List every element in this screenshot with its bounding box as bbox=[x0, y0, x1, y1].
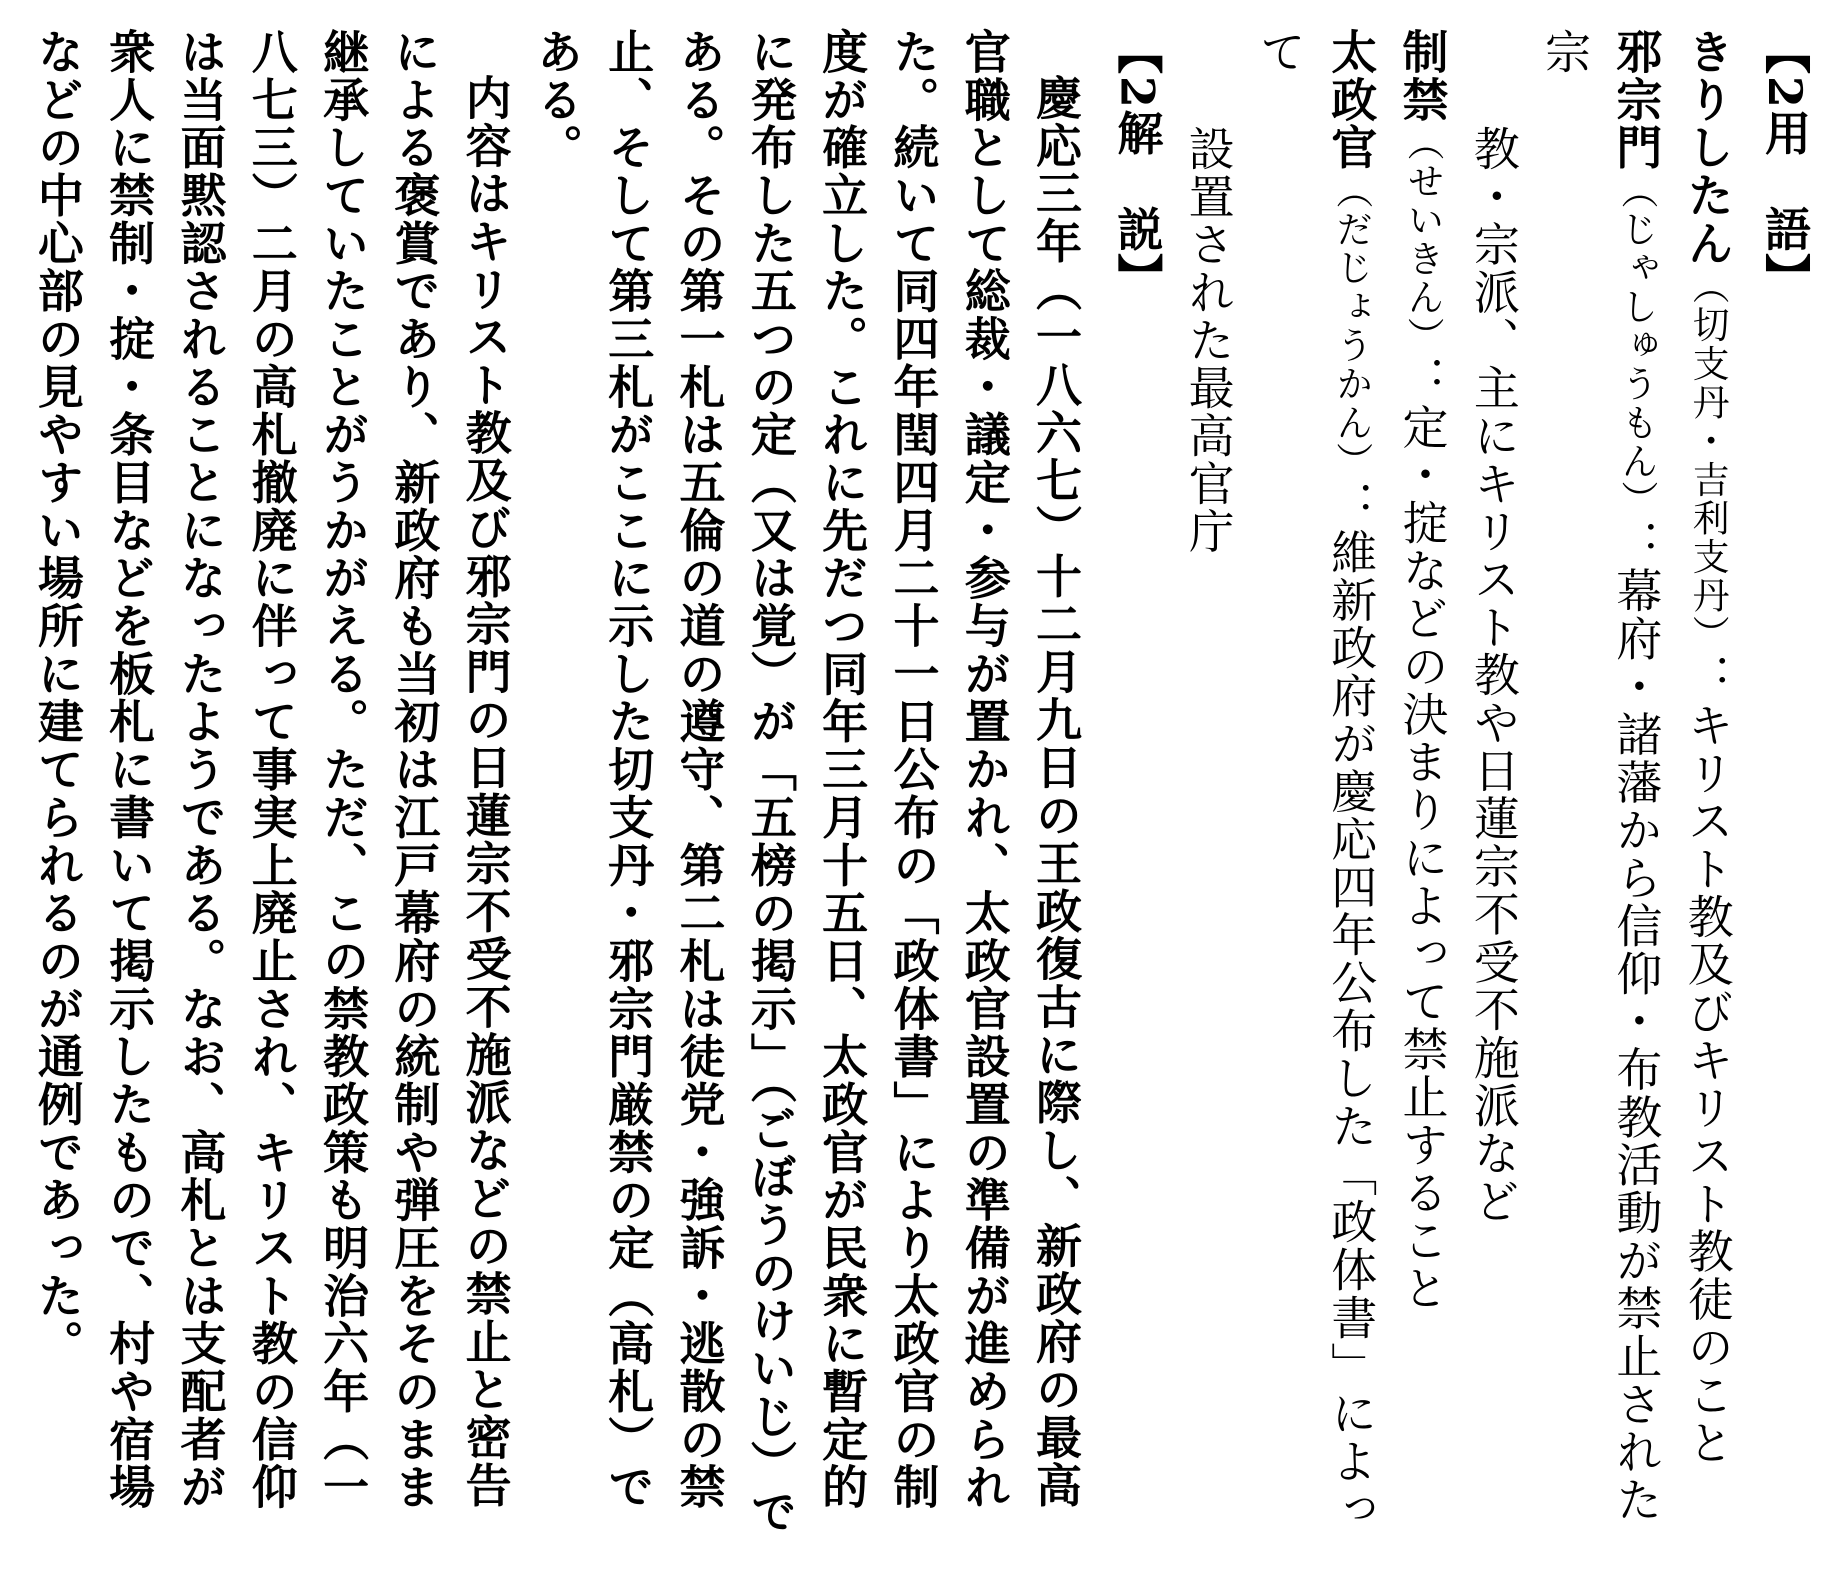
glossary-term: 邪宗門 bbox=[1609, 28, 1664, 172]
glossary-reading: （だじょうかん） bbox=[1330, 171, 1374, 481]
commentary-heading bbox=[1101, 28, 1172, 1538]
glossary-entry bbox=[1671, 28, 1742, 1538]
glossary-continuation: 設置された最高官庁 bbox=[1181, 124, 1236, 556]
glossary-heading-text: 2用 語 bbox=[1758, 75, 1812, 254]
glossary-definition: ：キリスト教及びキリスト教徒のこと bbox=[1680, 653, 1735, 1467]
glossary-term-line bbox=[1671, 28, 1742, 1538]
glossary-reading: （切支丹・吉利支丹） bbox=[1686, 267, 1730, 654]
glossary-term-line bbox=[1529, 28, 1672, 1538]
glossary-entry bbox=[1458, 28, 1672, 1538]
document-page bbox=[20, 28, 1820, 1538]
glossary-term: 制禁 bbox=[1395, 28, 1450, 124]
heading-bracket-close: 】 bbox=[1110, 253, 1165, 302]
commentary-paragraph: 内容はキリスト教及び邪宗門の日蓮宗不受不施派などの禁止と密告による褒賞であり、新政府も当初は江戸幕府の統制や弾圧をそのまま継承していたことがうかがえる。ただ、この禁教政策も明治六年（一八七三）二月の高札撤廃に伴って事実上廃止され、キリスト教の信仰は当面黙認されることになったようである。なお、高札とは支配者が衆人に禁制・掟・条目などを板札に書いて掲示したもので、村や宿場などの中心部の見やすい場所に建てられるのが通例であった。 bbox=[30, 28, 513, 1512]
glossary-reading: （じゃしゅうもん） bbox=[1615, 171, 1659, 520]
glossary-heading bbox=[1749, 28, 1820, 1538]
heading-bracket-open: 【 bbox=[1758, 28, 1812, 76]
glossary-definition: ：定・掟などの決まりによって禁止すること bbox=[1395, 355, 1450, 1313]
glossary-term-line bbox=[1386, 28, 1457, 1538]
commentary-heading-text: 2解 説 bbox=[1110, 75, 1165, 254]
glossary-term-line bbox=[1244, 28, 1387, 1538]
glossary-reading: （せいきん） bbox=[1401, 123, 1445, 356]
commentary-paragraph: 慶応三年（一八六七）十二月九日の王政復古に際し、新政府の最高官職として総裁・議定・参与が置かれ、太政官設置の準備が進められた。続いて同四年閏四月二十一日公布の「政体書」により太政官の制度が確立した。これに先だつ同年三月十五日、太政官が民衆に暫定的に発布した五つの定（又は覚）が「五榜の掲示」（ごぼうのけいじ）である。その第一札は五倫の道の遵守、第二札は徒党・強訴・逃散の禁止、そして第三札がここに示した切支丹・邪宗門厳禁の定（高札）である。 bbox=[529, 28, 1084, 1536]
glossary-term: 太政官 bbox=[1324, 28, 1379, 172]
glossary-term: きりしたん bbox=[1680, 28, 1735, 268]
heading-bracket-close: 】 bbox=[1758, 253, 1812, 302]
glossary-definition: ：幕府・諸藩から信仰・布教活動が禁止された宗 bbox=[1538, 28, 1664, 1524]
heading-bracket-open: 【 bbox=[1110, 28, 1165, 76]
glossary-entry bbox=[1386, 28, 1457, 1538]
glossary-entry bbox=[1172, 28, 1386, 1538]
glossary-definition: ：維新政府が慶応四年公布した「政体書」によって bbox=[1252, 28, 1379, 1534]
glossary-continuation: 教・宗派、主にキリスト教や日蓮宗不受不施派など bbox=[1466, 124, 1521, 1225]
